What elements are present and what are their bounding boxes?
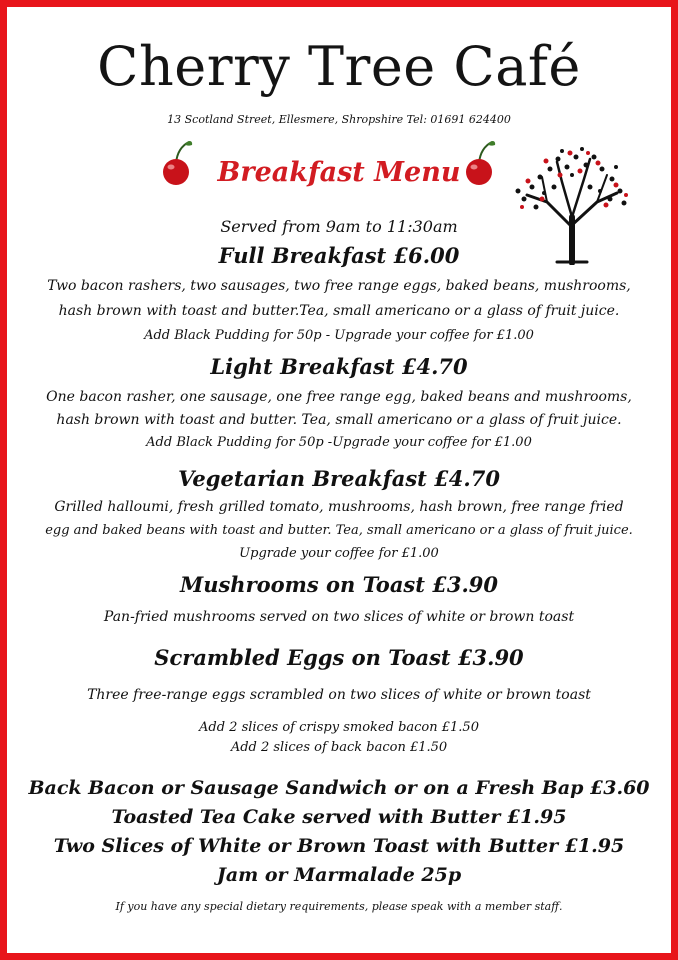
extra-item: Jam or Marmalade 25p [216, 864, 462, 886]
section-title-scrambled-eggs: Scrambled Eggs on Toast £3.90 [154, 645, 524, 670]
section-line: Add Black Pudding for 50p -Upgrade your coffee for £1.00 [146, 435, 532, 450]
addon-line: Add 2 slices of crispy smoked bacon £1.50 [199, 720, 479, 735]
section-line: Pan-fried mushrooms served on two slices of white or brown toast [103, 609, 575, 625]
addon-line: Add 2 slices of back bacon £1.50 [230, 740, 448, 755]
extra-item: Back Bacon or Sausage Sandwich or on a Fresh Bap £3.60 [28, 777, 650, 799]
section-line: Grilled halloumi, fresh grilled tomato, mushrooms, hash brown, free range fried [54, 499, 624, 515]
section-line: Two bacon rashers, two sausages, two free range eggs, baked beans, mushrooms, [47, 278, 631, 294]
section-title-mushrooms-on-toast: Mushrooms on Toast £3.90 [179, 572, 499, 597]
served-hours: Served from 9am to 11:30am [220, 217, 458, 236]
extra-item: Toasted Tea Cake served with Butter £1.95 [111, 806, 567, 828]
cafe-name: Cherry Tree Café [97, 35, 581, 98]
menu-title: Breakfast Menu [217, 157, 461, 188]
section-title-light-breakfast: Light Breakfast £4.70 [210, 354, 468, 379]
section-line: Three free-range eggs scrambled on two slices of white or brown toast [87, 687, 591, 703]
section-line: Add Black Pudding for 50p - Upgrade your coffee for £1.00 [144, 328, 534, 343]
section-line: hash brown with toast and butter. Tea, small americano or a glass of fruit juice. [56, 412, 622, 428]
section-line: hash brown with toast and butter.Tea, small americano or a glass of fruit juice. [58, 303, 620, 319]
extra-item: Two Slices of White or Brown Toast with Butter £1.95 [53, 835, 625, 857]
section-line: Upgrade your coffee for £1.00 [239, 546, 439, 561]
section-line: One bacon rasher, one sausage, one free range egg, baked beans and mushrooms, [46, 389, 632, 405]
menu-page [7, 7, 671, 953]
section-title-full-breakfast: Full Breakfast £6.00 [218, 243, 460, 268]
address: 13 Scotland Street, Ellesmere, Shropshire Tel: 01691 624400 [167, 113, 511, 126]
section-line: egg and baked beans with toast and butter. Tea, small americano or a glass of fruit juice. [45, 523, 633, 538]
section-title-vegetarian-breakfast: Vegetarian Breakfast £4.70 [178, 466, 500, 491]
footer-note: If you have any special dietary requirements, please speak with a member staff. [115, 900, 563, 913]
